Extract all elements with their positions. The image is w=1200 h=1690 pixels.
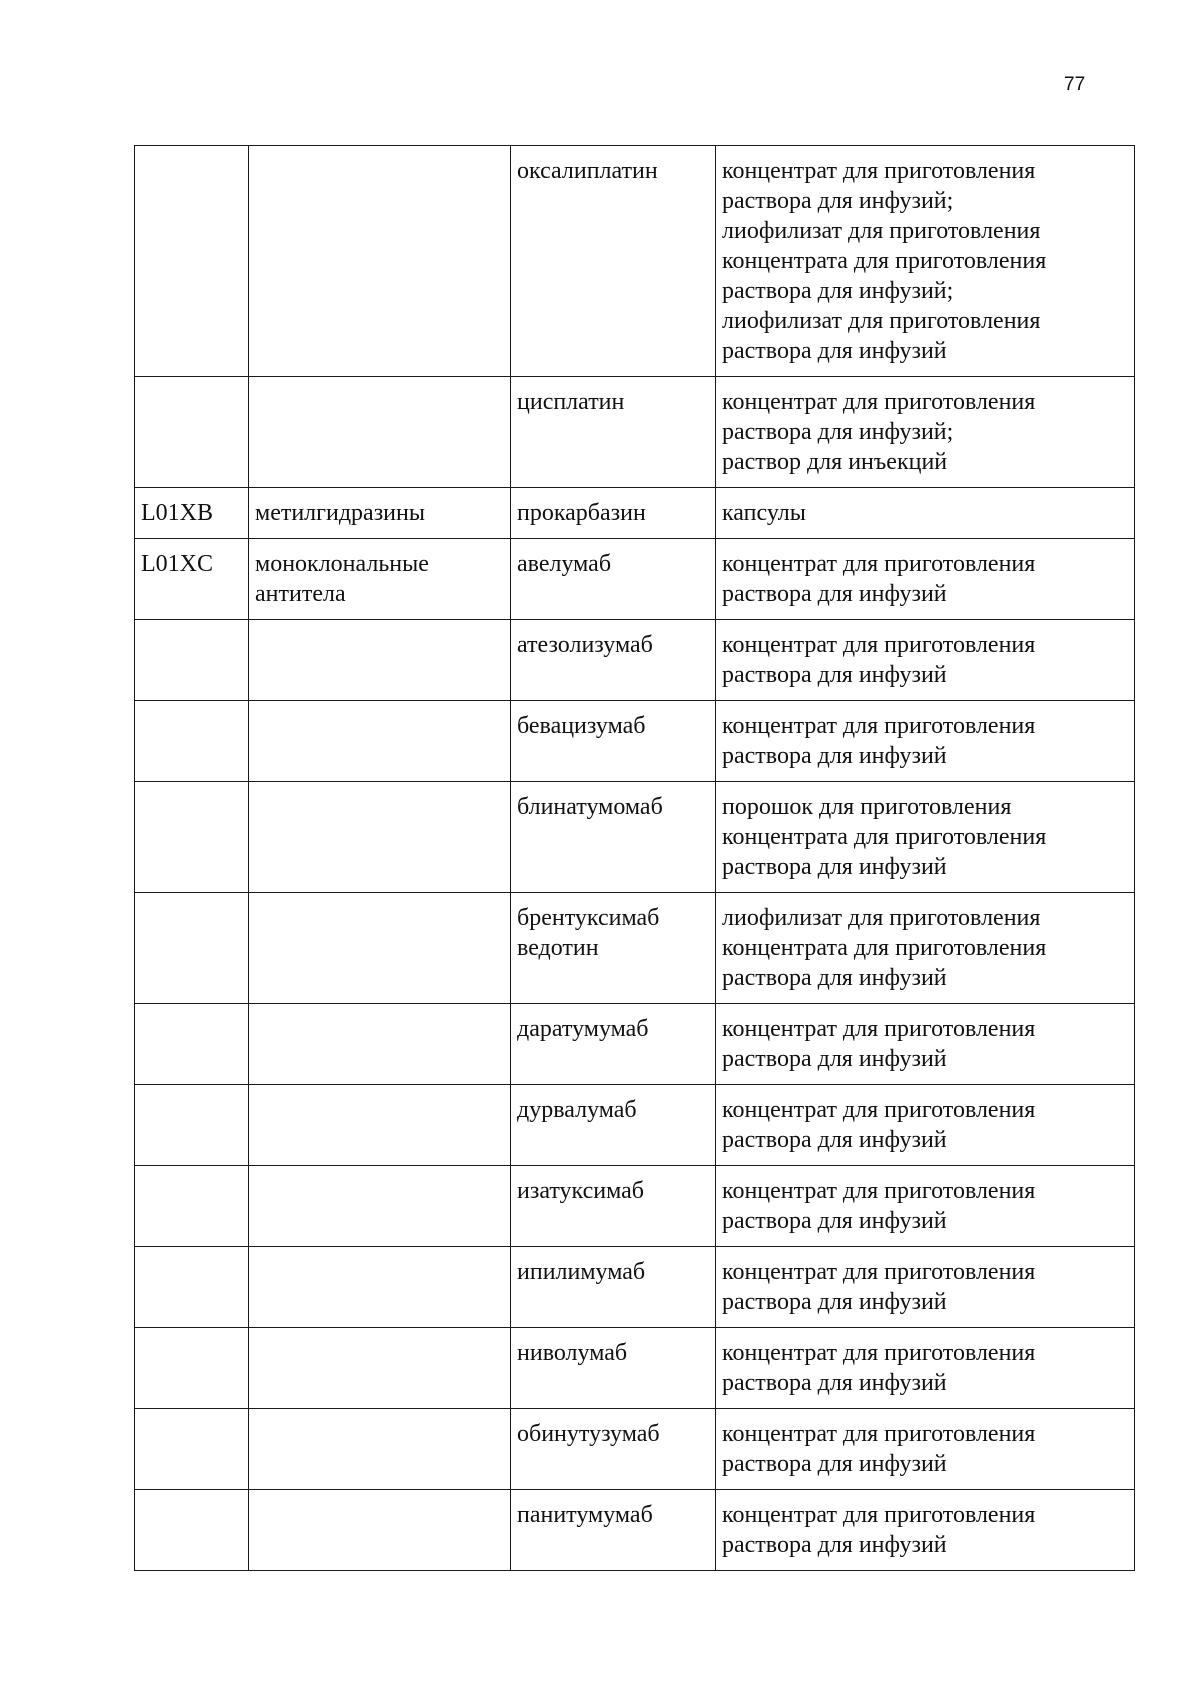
pharmacological-group-cell	[249, 1247, 511, 1328]
dosage-form-cell: концентрат для приготовления раствора для инфузий	[716, 1085, 1135, 1166]
dosage-form-cell: концентрат для приготовления раствора для инфузий	[716, 701, 1135, 782]
drug-name-cell: ипилимумаб	[511, 1247, 716, 1328]
drug-name-cell: авелумаб	[511, 539, 716, 620]
dosage-form-cell: концентрат для приготовления раствора для инфузий; лиофилизат для приготовления концентрата для приготовления раствора для инфузий; лиофилизат для приготовления раствора для инфузий	[716, 146, 1135, 377]
atc-code-cell	[135, 1085, 249, 1166]
dosage-form-cell: порошок для приготовления концентрата для приготовления раствора для инфузий	[716, 782, 1135, 893]
atc-code-cell	[135, 1328, 249, 1409]
drug-name-cell: изатуксимаб	[511, 1166, 716, 1247]
dosage-form-cell: концентрат для приготовления раствора для инфузий	[716, 1328, 1135, 1409]
atc-code-cell	[135, 1409, 249, 1490]
atc-code-cell	[135, 1490, 249, 1571]
table-row	[135, 893, 1135, 1004]
atc-code-cell	[135, 893, 249, 1004]
dosage-form-cell: концентрат для приготовления раствора для инфузий	[716, 539, 1135, 620]
drug-name-cell: ниволумаб	[511, 1328, 716, 1409]
dosage-form-cell: концентрат для приготовления раствора для инфузий	[716, 1166, 1135, 1247]
pharmacological-group-cell	[249, 1490, 511, 1571]
drug-name-cell: брентуксимаб ведотин	[511, 893, 716, 1004]
atc-code-cell	[135, 146, 249, 377]
drug-name-cell: цисплатин	[511, 377, 716, 488]
drug-name-cell: атезолизумаб	[511, 620, 716, 701]
drug-name-cell: панитумумаб	[511, 1490, 716, 1571]
table-body	[135, 146, 1135, 1571]
dosage-form-cell: концентрат для приготовления раствора для инфузий; раствор для инъекций	[716, 377, 1135, 488]
atc-code-cell	[135, 1247, 249, 1328]
drug-table	[134, 145, 1135, 1571]
atc-code-cell	[135, 782, 249, 893]
pharmacological-group-cell	[249, 701, 511, 782]
dosage-form-cell: концентрат для приготовления раствора для инфузий	[716, 1004, 1135, 1085]
pharmacological-group-cell	[249, 893, 511, 1004]
pharmacological-group-cell	[249, 1328, 511, 1409]
atc-code-cell: L01XB	[135, 488, 249, 539]
dosage-form-cell: лиофилизат для приготовления концентрата для приготовления раствора для инфузий	[716, 893, 1135, 1004]
pharmacological-group-cell	[249, 782, 511, 893]
drug-name-cell: даратумумаб	[511, 1004, 716, 1085]
atc-code-cell	[135, 1166, 249, 1247]
drug-name-cell: бевацизумаб	[511, 701, 716, 782]
pharmacological-group-cell: метилгидразины	[249, 488, 511, 539]
table-row	[135, 701, 1135, 782]
atc-code-cell	[135, 701, 249, 782]
table-row	[135, 146, 1135, 377]
atc-code-cell	[135, 620, 249, 701]
page-number: 77	[1064, 74, 1086, 95]
table-row	[135, 377, 1135, 488]
table-row	[135, 620, 1135, 701]
atc-code-cell	[135, 377, 249, 488]
table-row	[135, 488, 1135, 539]
table-row	[135, 539, 1135, 620]
pharmacological-group-cell	[249, 1409, 511, 1490]
drug-name-cell: дурвалумаб	[511, 1085, 716, 1166]
pharmacological-group-cell	[249, 377, 511, 488]
drug-name-cell: прокарбазин	[511, 488, 716, 539]
atc-code-cell: L01XC	[135, 539, 249, 620]
pharmacological-group-cell	[249, 1004, 511, 1085]
pharmacological-group-cell	[249, 1085, 511, 1166]
drug-name-cell: блинатумомаб	[511, 782, 716, 893]
dosage-form-cell: концентрат для приготовления раствора для инфузий	[716, 1490, 1135, 1571]
table-row	[135, 1409, 1135, 1490]
drug-name-cell: оксалиплатин	[511, 146, 716, 377]
drug-name-cell: обинутузумаб	[511, 1409, 716, 1490]
pharmacological-group-cell	[249, 620, 511, 701]
pharmacological-group-cell	[249, 146, 511, 377]
dosage-form-cell: капсулы	[716, 488, 1135, 539]
dosage-form-cell: концентрат для приготовления раствора для инфузий	[716, 1409, 1135, 1490]
pharmacological-group-cell: моноклональные антитела	[249, 539, 511, 620]
table-row	[135, 1247, 1135, 1328]
atc-code-cell	[135, 1004, 249, 1085]
dosage-form-cell: концентрат для приготовления раствора для инфузий	[716, 1247, 1135, 1328]
table-row	[135, 1085, 1135, 1166]
dosage-form-cell: концентрат для приготовления раствора для инфузий	[716, 620, 1135, 701]
table-row	[135, 782, 1135, 893]
table-row	[135, 1328, 1135, 1409]
table-row	[135, 1166, 1135, 1247]
table-row	[135, 1004, 1135, 1085]
table-row	[135, 1490, 1135, 1571]
pharmacological-group-cell	[249, 1166, 511, 1247]
